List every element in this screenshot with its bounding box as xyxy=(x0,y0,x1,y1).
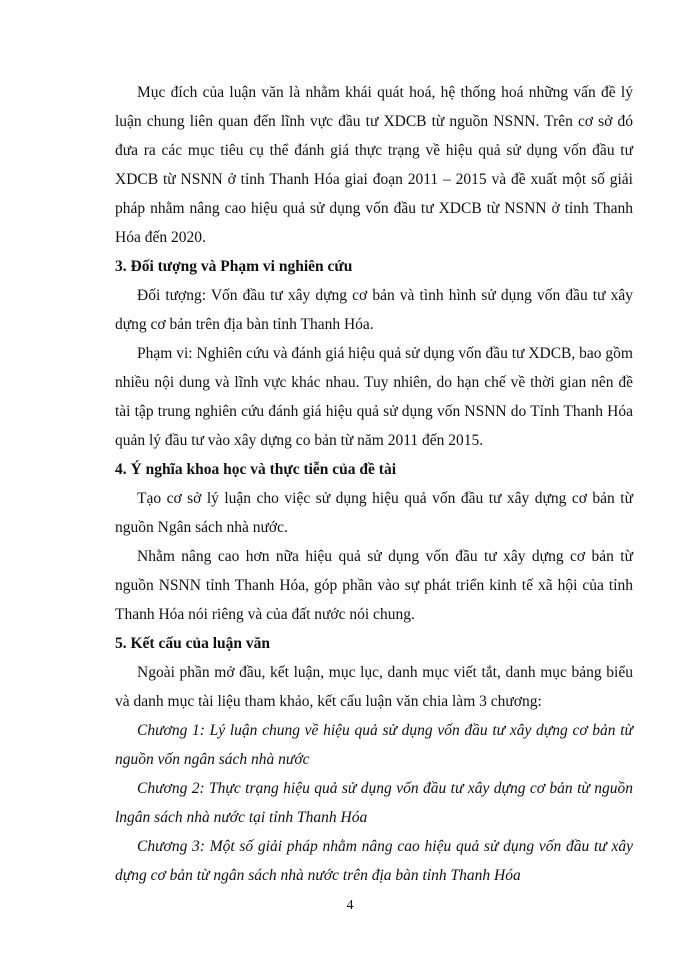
section-heading-3: 3. Đối tượng và Phạm vi nghiên cứu xyxy=(115,258,353,275)
chapter-2-summary: Chương 2: Thực trạng hiệu quả sử dụng vốn đầu tư xây dựng cơ bản từ nguồn lngân sách nhà nước tại tỉnh Thanh Hóa xyxy=(115,780,633,826)
paragraph-structure: Ngoài phần mở đầu, kết luận, mục lục, danh mục viết tắt, danh mục bảng biểu và danh mục tài liệu tham khảo, kết cấu luận văn chia làm 3 chương: xyxy=(115,664,633,710)
section-heading-4: 4. Ý nghĩa khoa học và thực tiễn của đề tài xyxy=(115,461,397,478)
paragraph-scope: Phạm vi: Nghiên cứu và đánh giá hiệu quả sử dụng vốn đầu tư XDCB, bao gồm nhiều nội dung và lĩnh vực khác nhau. Tuy nhiên, do hạn chế về thời gian nên đề tài tập trung nghiên cứu đánh giá hiệu quả sử dụng vốn NSNN do Tỉnh Thanh Hóa quản lý đầu tư vào xây dựng co bản từ năm 2011 đến 2015. xyxy=(115,345,633,449)
chapter-1-summary: Chương 1: Lý luận chung về hiệu quả sử dụng vốn đầu tư xây dựng cơ bản từ nguồn vốn ngân sách nhà nước xyxy=(115,722,633,768)
chapter-3-summary: Chương 3: Một số giải pháp nhằm nâng cao hiệu quả sử dụng vốn đầu tư xây dựng cơ bản từ ngân sách nhà nước trên địa bàn tỉnh Thanh Hóa xyxy=(115,838,633,884)
page-number: 4 xyxy=(346,898,354,913)
paragraph-purpose: Mục đích của luận văn là nhằm khái quát hoá, hệ thống hoá những vấn đề lý luận chung liên quan đến lĩnh vực đầu tư XDCB từ nguồn NSNN. Trên cơ sở đó đưa ra các mục tiêu cụ thể đánh giá thực trạng về hiệu quả sử dụng vốn đầu tư XDCB từ NSNN ở tỉnh Thanh Hóa giai đoạn 2011 – 2015 và đề xuất một số giải pháp nhằm nâng cao hiệu quả sử dụng vốn đầu tư XDCB từ NSNN ở tỉnh Thanh Hóa đến 2020. xyxy=(115,84,633,246)
page-body xyxy=(115,78,633,890)
paragraph-significance-practice: Nhằm nâng cao hơn nữa hiệu quả sử dụng vốn đầu tư xây dựng cơ bản từ nguồn NSNN tỉnh Thanh Hóa, góp phần vào sự phát triển kinh tế xã hội của tỉnh Thanh Hóa nói riêng và của đất nước nói chung. xyxy=(115,548,633,623)
paragraph-subject: Đối tượng: Vốn đầu tư xây dựng cơ bản và tình hình sử dụng vốn đầu tư xây dựng cơ bản trên địa bàn tỉnh Thanh Hóa. xyxy=(115,287,633,333)
section-heading-5: 5. Kết cấu của luận văn xyxy=(115,635,271,652)
paragraph-significance-theory: Tạo cơ sở lý luận cho việc sử dụng hiệu quả vốn đầu tư xây dựng cơ bản từ nguồn Ngân sách nhà nước. xyxy=(115,490,633,536)
